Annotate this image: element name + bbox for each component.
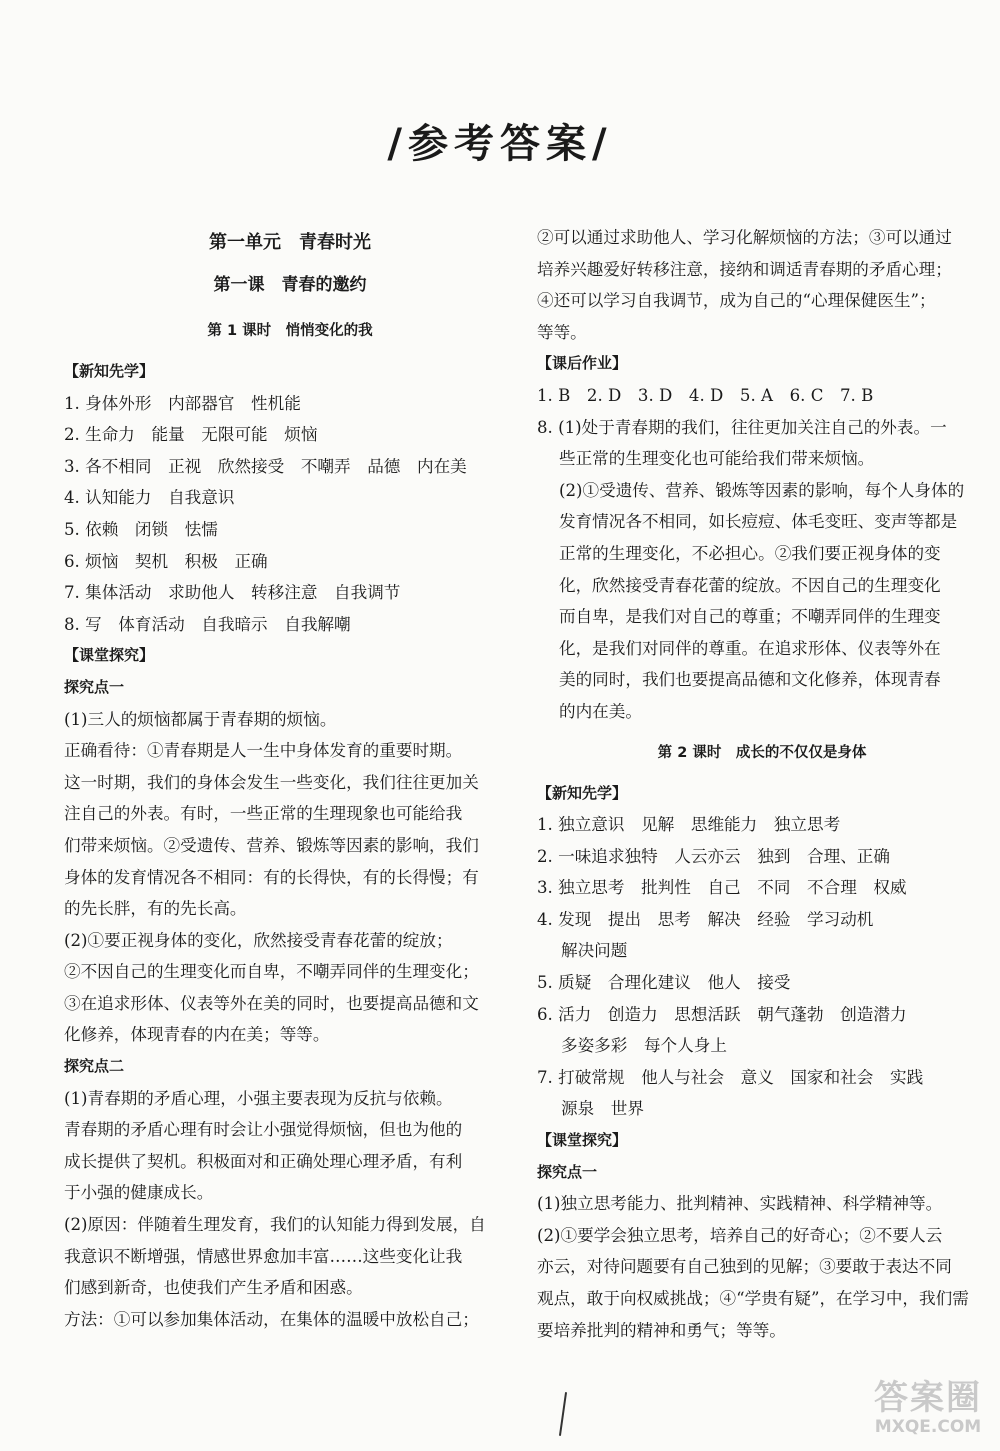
text-line: (2)①受遗传、营养、锻炼等因素的影响，每个人身体的 [559, 480, 965, 500]
answer-line: 3. 各不相同 正视 欣然接受 不嘲弄 品德 内在美 [64, 456, 467, 476]
text-line: 我意识不断增强，情感世界愈加丰富……这些变化让我 [64, 1246, 463, 1266]
answer-line: 1. 独立意识 见解 思维能力 独立思考 [537, 815, 841, 835]
text-line: 的先长胖，有的先长高。 [64, 899, 247, 919]
section-ketang: 【课堂探究】 [537, 1131, 628, 1150]
section-xinzhi: 【新知先学】 [537, 783, 628, 802]
point-heading: 探究点一 [64, 677, 125, 696]
answer-line: 2. 一味追求独特 人云亦云 独到 合理、正确 [537, 846, 890, 866]
text-line: 美的同时，我们也要提高品德和文化修养，体现青春 [559, 670, 941, 690]
section-kehou: 【课后作业】 [537, 354, 628, 373]
answer-line: 1. 身体外形 内部器官 性机能 [64, 393, 301, 413]
section-ketang: 【课堂探究】 [64, 646, 155, 665]
text-line: ②不因自己的生理变化而自卑，不嘲弄同伴的生理变化； [64, 962, 479, 982]
answer-line: 2. 生命力 能量 无限可能 烦恼 [64, 425, 318, 445]
left-column [64, 222, 516, 1335]
text-line: 观点，敢于向权威挑战；④“学贵有疑”，在学习中，我们需 [537, 1289, 969, 1308]
text-line: 正确看待：①青春期是人一生中身体发育的重要时期。 [64, 741, 463, 761]
watermark-url: MXQE.COM [874, 1417, 982, 1437]
text-line: ②可以通过求助他人、学习化解烦恼的方法；③可以通过 [537, 228, 952, 247]
text-line: (1)青春期的矛盾心理，小强主要表现为反抗与依赖。 [64, 1088, 453, 1108]
text-line: 成长提供了契机。积极面对和正确处理心理矛盾，有利 [64, 1151, 463, 1171]
section-xinzhi: 【新知先学】 [64, 362, 155, 380]
answer-line: 6. 活力 创造力 思想活跃 朝气蓬勃 创造潜力 [537, 1004, 907, 1024]
answer-line: 6. 烦恼 契机 积极 正确 [64, 551, 268, 571]
answer-line: 8. 写 体育活动 自我暗示 自我解嘲 [64, 614, 351, 634]
text-line: 化，是我们对同伴的尊重。在追求形体、仪表等外在 [559, 638, 941, 658]
period-heading: 第 2 课时 成长的不仅仅是身体 [657, 744, 867, 761]
period-heading: 第 1 课时 悄悄变化的我 [207, 323, 373, 339]
point-heading: 探究点一 [537, 1162, 598, 1181]
answer-line: 4. 认知能力 自我意识 [64, 488, 235, 508]
text-line: 而自卑，是我们对自己的尊重；不嘲弄同伴的生理变 [559, 607, 941, 627]
text-line: (1)独立思考能力、批判精神、实践精神、科学精神等。 [537, 1194, 943, 1214]
text-line: (2)①要正视身体的变化，欣然接受青春花蕾的绽放； [64, 930, 453, 950]
unit-heading: 第一单元 青春时光 [209, 232, 371, 253]
text-line: (2)①要学会独立思考，培养自己的好奇心；②不要人云 [537, 1225, 943, 1245]
text-line: 注自己的外表。有时，一些正常的生理现象也可能给我 [64, 804, 463, 824]
watermark-text: 答案圈 [874, 1378, 982, 1418]
text-line: (1)三人的烦恼都属于青春期的烦恼。 [64, 709, 337, 729]
text-line: ④还可以学习自我调节，成为自己的“心理保健医生”； [537, 291, 936, 311]
answer-line: 多姿多彩 每个人身上 [561, 1036, 727, 1056]
answer-line: 3. 独立思考 批判性 自己 不同 不合理 权威 [537, 878, 907, 898]
answer-line: 7. 集体活动 求助他人 转移注意 自我调节 [64, 583, 401, 603]
text-line: (2)原因：伴随着生理发育，我们的认知能力得到发展，自 [64, 1215, 486, 1235]
text-line: 发育情况各不相同，如长痘痘、体毛变旺、变声等都是 [559, 512, 958, 532]
text-line: 要培养批判的精神和勇气；等等。 [537, 1320, 786, 1340]
answer-line: 5. 依赖 闭锁 怯懦 [64, 519, 218, 539]
text-line: 化，欣然接受青春花蕾的绽放。不因自己的生理变化 [559, 575, 941, 595]
text-line: 方法：①可以参加集体活动，在集体的温暖中放松自己； [64, 1309, 479, 1329]
text-line: 8. (1)处于青春期的我们，往往更加关注自己的外表。一 [537, 417, 947, 437]
text-line: 于小强的健康成长。 [64, 1183, 214, 1203]
text-line: 们带来烦恼。②受遗传、营养、锻炼等因素的影响，我们 [64, 835, 479, 855]
point-heading: 探究点二 [64, 1057, 125, 1076]
text-line: 化修养，体现青春的内在美；等等。 [64, 1025, 330, 1045]
text-line: 培养兴趣爱好转移注意，接纳和调适青春期的矛盾心理； [537, 259, 952, 279]
pen-mark [559, 1392, 567, 1436]
text-line: 们感到新奇，也使我们产生矛盾和困惑。 [64, 1278, 363, 1298]
answer-line: 1. B 2. D 3. D 4. D 5. A 6. C 7. B [537, 385, 874, 405]
text-line: 青春期的矛盾心理有时会让小强觉得烦恼，但也为他的 [64, 1120, 463, 1140]
right-column [537, 222, 987, 1346]
lesson-heading: 第一课 青春的邀约 [213, 275, 367, 295]
answer-line: 7. 打破常规 他人与社会 意义 国家和社会 实践 [537, 1067, 924, 1087]
watermark-logo [874, 1379, 982, 1437]
text-line: 这一时期，我们的身体会发生一些变化，我们往往更加关 [64, 772, 479, 792]
text-line: 身体的发育情况各不相同：有的长得快，有的长得慢；有 [64, 867, 479, 887]
answer-line: 解决问题 [561, 941, 628, 961]
text-line: 的内在美。 [559, 701, 642, 721]
text-line: 等等。 [537, 322, 587, 342]
page-title: /参考答案/ [387, 121, 613, 167]
text-line: 些正常的生理变化也可能给我们带来烦恼。 [559, 449, 875, 469]
text-line: 亦云，对待问题要有自己独到的见解；③要敢于表达不同 [537, 1257, 952, 1277]
answer-line: 4. 发现 提出 思考 解决 经验 学习动机 [537, 909, 874, 929]
answer-line: 5. 质疑 合理化建议 他人 接受 [537, 973, 791, 993]
answer-line: 源泉 世界 [561, 1099, 644, 1119]
text-line: 正常的生理变化，不必担心。②我们要正视身体的变 [559, 543, 941, 563]
text-line: ③在追求形体、仪表等外在美的同时，也要提高品德和文 [64, 993, 479, 1013]
